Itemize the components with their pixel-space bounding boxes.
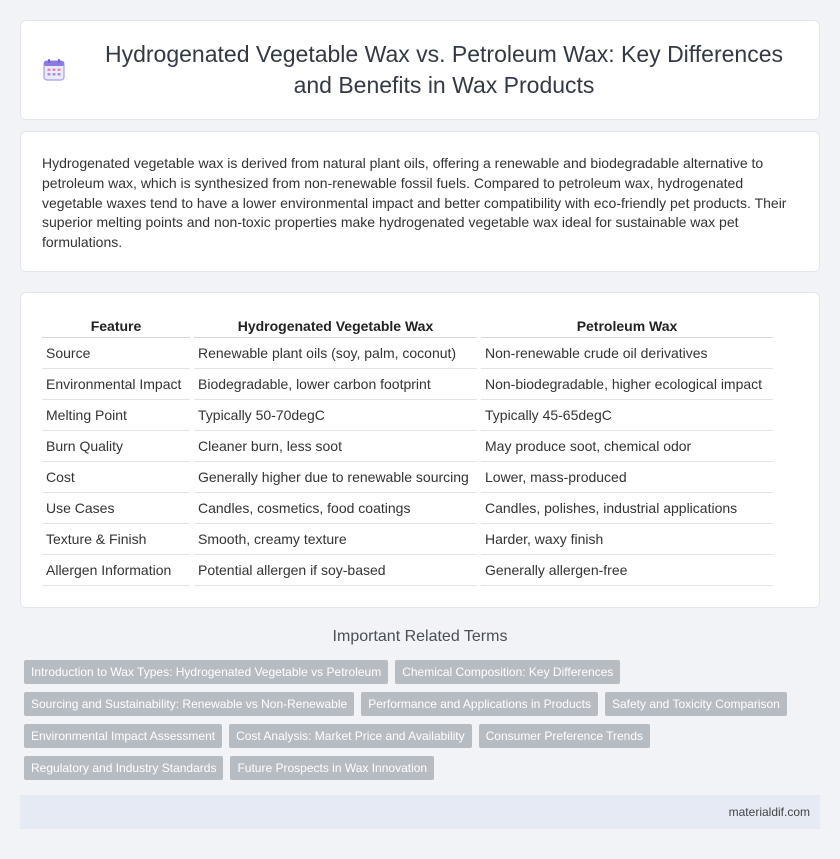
table-cell: Renewable plant oils (soy, palm, coconut) bbox=[194, 338, 477, 369]
table-cell: Source bbox=[42, 338, 190, 369]
column-header-hydrogenated: Hydrogenated Vegetable Wax bbox=[194, 313, 477, 338]
comparison-table bbox=[38, 313, 777, 586]
footer bbox=[20, 795, 820, 829]
table-cell: Typically 50-70degC bbox=[194, 400, 477, 431]
related-terms-title: Important Related Terms bbox=[332, 628, 508, 645]
intro-card bbox=[20, 131, 820, 272]
column-header-petroleum: Petroleum Wax bbox=[481, 313, 773, 338]
table-cell: Generally higher due to renewable sourcing bbox=[194, 462, 477, 493]
related-tag[interactable]: Performance and Applications in Products bbox=[361, 692, 598, 716]
table-cell: Allergen Information bbox=[42, 555, 190, 586]
comparison-table-card bbox=[20, 292, 820, 608]
table-cell: Burn Quality bbox=[42, 431, 190, 462]
table-row bbox=[42, 493, 773, 524]
related-tag[interactable]: Environmental Impact Assessment bbox=[24, 724, 222, 748]
table-cell: Generally allergen-free bbox=[481, 555, 773, 586]
table-row bbox=[42, 338, 773, 369]
table-cell: Candles, cosmetics, food coatings bbox=[194, 493, 477, 524]
related-tag[interactable]: Safety and Toxicity Comparison bbox=[605, 692, 787, 716]
related-terms-tags bbox=[24, 660, 804, 788]
table-cell: Texture & Finish bbox=[42, 524, 190, 555]
table-row bbox=[42, 462, 773, 493]
table-cell: Smooth, creamy texture bbox=[194, 524, 477, 555]
table-row bbox=[42, 369, 773, 400]
header-card bbox=[20, 20, 820, 120]
table-row bbox=[42, 431, 773, 462]
table-cell: Lower, mass-produced bbox=[481, 462, 773, 493]
related-tag[interactable]: Regulatory and Industry Standards bbox=[24, 756, 223, 780]
table-cell: Cost bbox=[42, 462, 190, 493]
related-tag[interactable]: Consumer Preference Trends bbox=[479, 724, 650, 748]
table-cell: Typically 45-65degC bbox=[481, 400, 773, 431]
table-row bbox=[42, 524, 773, 555]
table-cell: Use Cases bbox=[42, 493, 190, 524]
table-row bbox=[42, 555, 773, 586]
table-cell: Potential allergen if soy-based bbox=[194, 555, 477, 586]
related-tag[interactable]: Chemical Composition: Key Differences bbox=[395, 660, 620, 684]
table-header-row bbox=[42, 313, 773, 338]
related-tag[interactable]: Cost Analysis: Market Price and Availability bbox=[229, 724, 472, 748]
intro-text: Hydrogenated vegetable wax is derived from natural plant oils, offering a renewable and biodegradable alternative to petroleum wax, which is synthesized from non-renewable fossil fuels. Compared to petroleum wax, hydrogenated vegetable waxes tend to have a lower environmental impact and better compatibility with eco-friendly pet products. Their superior melting points and non-toxic properties make hydrogenated vegetable wax ideal for sustainable wax pet formulations. bbox=[42, 155, 787, 251]
column-header-feature: Feature bbox=[42, 313, 190, 338]
table-row bbox=[42, 400, 773, 431]
related-tag[interactable]: Future Prospects in Wax Innovation bbox=[230, 756, 434, 780]
table-cell: Cleaner burn, less soot bbox=[194, 431, 477, 462]
table-cell: Non-biodegradable, higher ecological impact bbox=[481, 369, 773, 400]
page-title: Hydrogenated Vegetable Wax vs. Petroleum Wax: Key Differences and Benefits in Wax Products bbox=[105, 41, 783, 98]
table-cell: Non-renewable crude oil derivatives bbox=[481, 338, 773, 369]
table-cell: Biodegradable, lower carbon footprint bbox=[194, 369, 477, 400]
footer-site-name: materialdif.com bbox=[728, 805, 810, 819]
title-wrap bbox=[41, 39, 799, 101]
related-tag[interactable]: Introduction to Wax Types: Hydrogenated Vegetable vs Petroleum bbox=[24, 660, 388, 684]
table-cell: May produce soot, chemical odor bbox=[481, 431, 773, 462]
table-cell: Candles, polishes, industrial applications bbox=[481, 493, 773, 524]
table-cell: Environmental Impact bbox=[42, 369, 190, 400]
calendar-grid-icon bbox=[41, 57, 67, 83]
table-cell: Harder, waxy finish bbox=[481, 524, 773, 555]
related-tag[interactable]: Sourcing and Sustainability: Renewable vs Non-Renewable bbox=[24, 692, 354, 716]
table-cell: Melting Point bbox=[42, 400, 190, 431]
